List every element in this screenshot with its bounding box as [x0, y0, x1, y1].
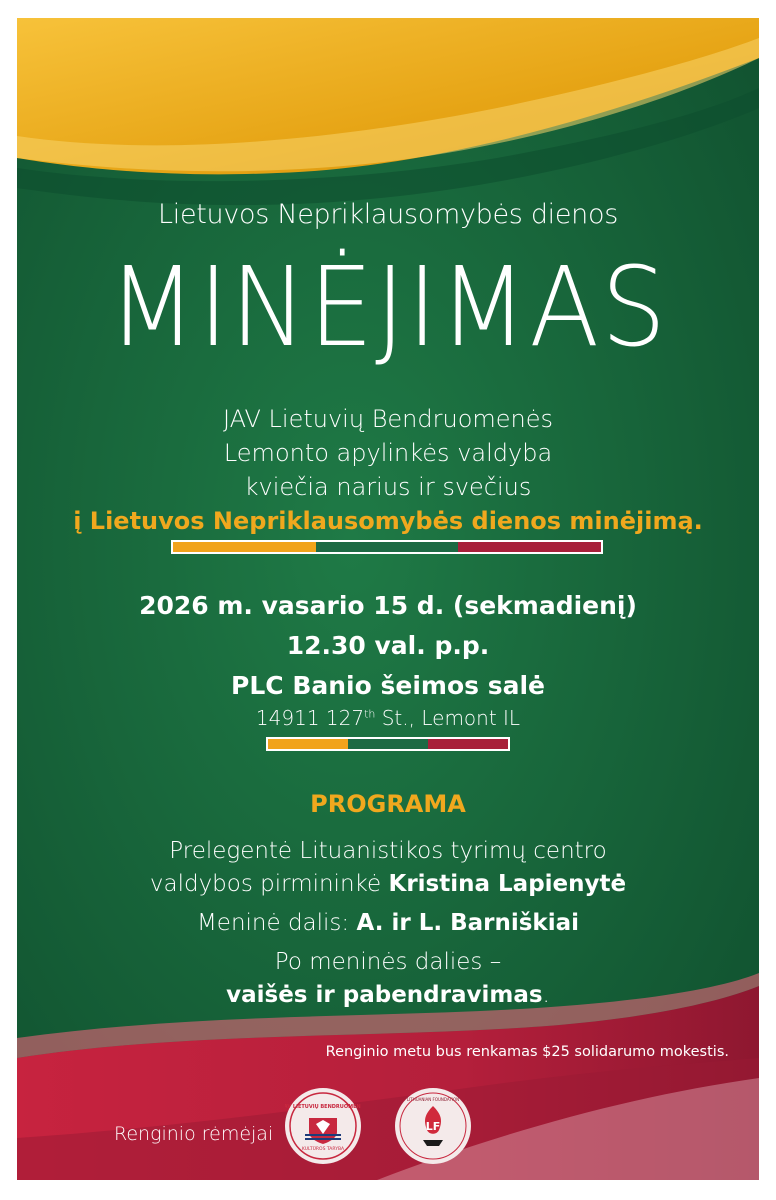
event-time: 12.30 val. p.p. — [286, 631, 490, 660]
address-street: St., Lemont IL — [375, 706, 521, 730]
program-heading: PROGRAMA — [310, 790, 466, 818]
page-title: MINĖJIMAS — [108, 243, 668, 371]
lithuanian-foundation-logo — [395, 1088, 471, 1164]
event-venue: PLC Banio šeimos salė — [231, 671, 545, 700]
program-art-line — [17, 907, 759, 940]
flag-stripe-yellow — [173, 542, 316, 552]
fee-note: Renginio metu bus renkamas $25 solidarumo mokestis. — [325, 1044, 729, 1060]
program-speaker-line-1: Prelegentė Lituanistikos tyrimų centro — [169, 838, 607, 864]
logo-2-mark: LF — [425, 1120, 441, 1133]
event-address — [17, 706, 759, 730]
logo-1-bottom-text: KULTŪROS TARYBA — [301, 1147, 345, 1152]
invitation-line-1: JAV Lietuvių Bendruomenės — [222, 405, 554, 433]
program-after-line-2 — [17, 979, 759, 1012]
sponsors-label: Renginio rėmėjai — [114, 1123, 274, 1145]
invitation-text — [17, 402, 759, 538]
speaker-name: Kristina Lapienytė — [388, 871, 627, 897]
logo-1-top-text: JAV LIETUVIŲ BENDRUOMENĖ — [285, 1104, 361, 1110]
flag-stripe-yellow — [268, 739, 348, 749]
event-date: 2026 m. vasario 15 d. (sekmadienį) — [139, 591, 637, 620]
invitation-highlight: į Lietuvos Nepriklausomybės dienos minėjimą. — [73, 507, 703, 535]
address-number: 14911 127 — [255, 706, 365, 730]
flag-divider-top — [171, 540, 603, 554]
art-performers: A. ir L. Barniškiai — [356, 910, 580, 936]
speaker-role: valdybos pirmininkė — [149, 871, 389, 897]
subtitle: Lietuvos Nepriklausomybės dienos — [158, 199, 618, 230]
flag-divider-bottom — [266, 737, 510, 751]
poster — [17, 18, 759, 1180]
lb-culture-council-logo — [285, 1088, 361, 1164]
logo-2-text: LITHUANIAN FOUNDATION — [406, 1097, 460, 1102]
program-text — [17, 835, 759, 1012]
sponsor-logo-lb — [285, 1088, 361, 1164]
art-label: Meninė dalis: — [196, 910, 357, 936]
invitation-line-3: kviečia narius ir svečius — [244, 473, 532, 501]
flag-stripe-green — [316, 542, 459, 552]
event-details — [17, 586, 759, 706]
program-speaker-line-2 — [17, 868, 759, 901]
sponsor-logo-lf — [395, 1088, 471, 1164]
flag-stripe-green — [348, 739, 428, 749]
flag-stripe-red — [458, 542, 601, 552]
flag-stripe-red — [428, 739, 508, 749]
period: . — [542, 982, 550, 1008]
program-after-line-1: Po meninės dalies – — [274, 949, 502, 975]
address-ordinal: th — [364, 707, 376, 721]
refreshments: vaišės ir pabendravimas — [226, 982, 543, 1008]
invitation-line-2: Lemonto apylinkės valdyba — [223, 439, 553, 467]
